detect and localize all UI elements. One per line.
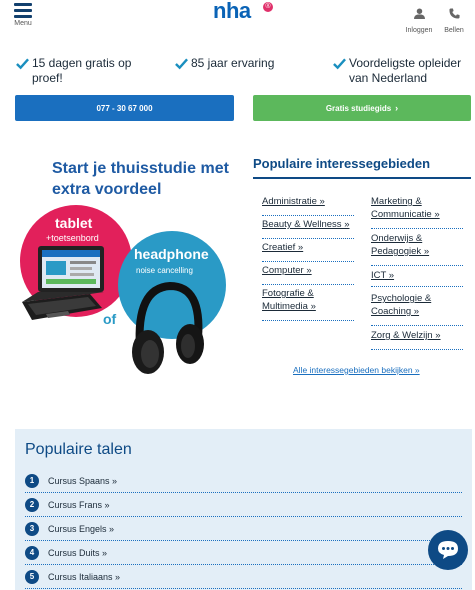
interest-item[interactable]: [371, 269, 463, 287]
tablet-sub-label: +toetsenbord: [46, 233, 99, 243]
login-label: Inloggen: [405, 27, 433, 34]
interest-item[interactable]: [262, 287, 354, 321]
tablet-keyboard-image: [16, 244, 108, 330]
menu-button[interactable]: [10, 3, 36, 27]
language-link[interactable]: Cursus Spaans »: [48, 475, 118, 486]
interest-link[interactable]: Creatief »: [262, 242, 304, 253]
usp-text: 85 jaar ervaring: [191, 56, 275, 70]
interests-divider: [253, 177, 471, 179]
language-item[interactable]: [25, 541, 462, 565]
interest-link[interactable]: Psychologie & Coaching »: [371, 293, 432, 317]
phone-number-button[interactable]: [15, 95, 234, 121]
chat-bubble-icon: [437, 540, 459, 560]
language-number-badge: 3: [25, 522, 39, 536]
free-study-guide-button[interactable]: [253, 95, 471, 121]
language-item[interactable]: [25, 565, 462, 589]
usp-text: 15 dagen gratis op proef!: [32, 56, 132, 85]
headphone-label: headphone: [134, 246, 209, 262]
languages-list: [25, 469, 462, 589]
language-number-badge: 5: [25, 570, 39, 584]
checkmark-icon: [333, 57, 346, 70]
interest-item[interactable]: [262, 218, 354, 239]
all-interests-link[interactable]: Alle interessegebieden bekijken »: [293, 365, 420, 375]
interest-link[interactable]: Marketing & Communicatie »: [371, 196, 440, 220]
phone-number-label: 077 - 30 67 000: [96, 103, 153, 113]
language-item[interactable]: [25, 517, 462, 541]
interests-left-column: [262, 195, 354, 321]
language-link[interactable]: Cursus Duits »: [48, 547, 108, 558]
languages-title: Populaire talen: [25, 441, 132, 458]
menu-label: Menu: [14, 20, 32, 27]
interest-link[interactable]: Zorg & Welzijn »: [371, 330, 441, 341]
language-link[interactable]: Cursus Italiaans »: [48, 571, 121, 582]
call-button[interactable]: [436, 6, 472, 34]
hamburger-icon: [14, 3, 32, 18]
nha-logo[interactable]: nha: [213, 0, 251, 23]
language-link[interactable]: Cursus Frans »: [48, 499, 110, 510]
usp-text: Voordeligste opleider van Nederland: [349, 56, 462, 85]
interest-item[interactable]: [262, 264, 354, 285]
checkmark-icon: [16, 57, 29, 70]
chat-button[interactable]: [428, 530, 468, 570]
interest-link[interactable]: ICT »: [371, 270, 395, 281]
interest-link[interactable]: Administratie »: [262, 196, 325, 207]
or-label: of: [103, 311, 117, 327]
usp-trial: [32, 56, 162, 86]
interest-item[interactable]: [262, 241, 354, 262]
interest-link[interactable]: Computer »: [262, 265, 312, 276]
site-header: [0, 0, 475, 36]
interest-link[interactable]: Onderwijs & Pedagogiek »: [371, 233, 430, 257]
language-item[interactable]: [25, 493, 462, 517]
promo-banner[interactable]: [0, 148, 240, 383]
interest-item[interactable]: [371, 292, 463, 326]
language-number-badge: 2: [25, 498, 39, 512]
call-label: Bellen: [444, 27, 464, 34]
popular-languages-panel: [15, 429, 472, 590]
interest-link[interactable]: Beauty & Wellness »: [262, 219, 350, 230]
usp-experience: [191, 56, 301, 71]
login-button[interactable]: [401, 6, 437, 34]
language-number-badge: 4: [25, 546, 39, 560]
promo-title: Start je thuisstudie met extra voordeel: [52, 160, 229, 198]
interest-link[interactable]: Fotografie & Multimedia »: [262, 288, 316, 312]
study-guide-label: Gratis studiegids: [325, 103, 392, 113]
usp-cheapest: [349, 56, 469, 86]
logo-registered-mark: ®: [263, 2, 273, 12]
interests-title: Populaire interessegebieden: [253, 156, 431, 171]
interest-item[interactable]: [371, 195, 463, 229]
phone-icon: [449, 8, 460, 19]
user-icon: [414, 8, 425, 19]
interest-item[interactable]: [262, 195, 354, 216]
interests-right-column: [371, 195, 463, 350]
chevron-right-icon: ›: [395, 103, 399, 113]
tablet-label: tablet: [55, 215, 93, 231]
language-link[interactable]: Cursus Engels »: [48, 523, 115, 534]
language-number-badge: 1: [25, 474, 39, 488]
language-item[interactable]: [25, 469, 462, 493]
headphones-image: [130, 274, 206, 378]
checkmark-icon: [175, 57, 188, 70]
headphone-sub-label: noise cancelling: [136, 266, 193, 275]
interest-item[interactable]: [371, 329, 463, 350]
interest-item[interactable]: [371, 232, 463, 266]
